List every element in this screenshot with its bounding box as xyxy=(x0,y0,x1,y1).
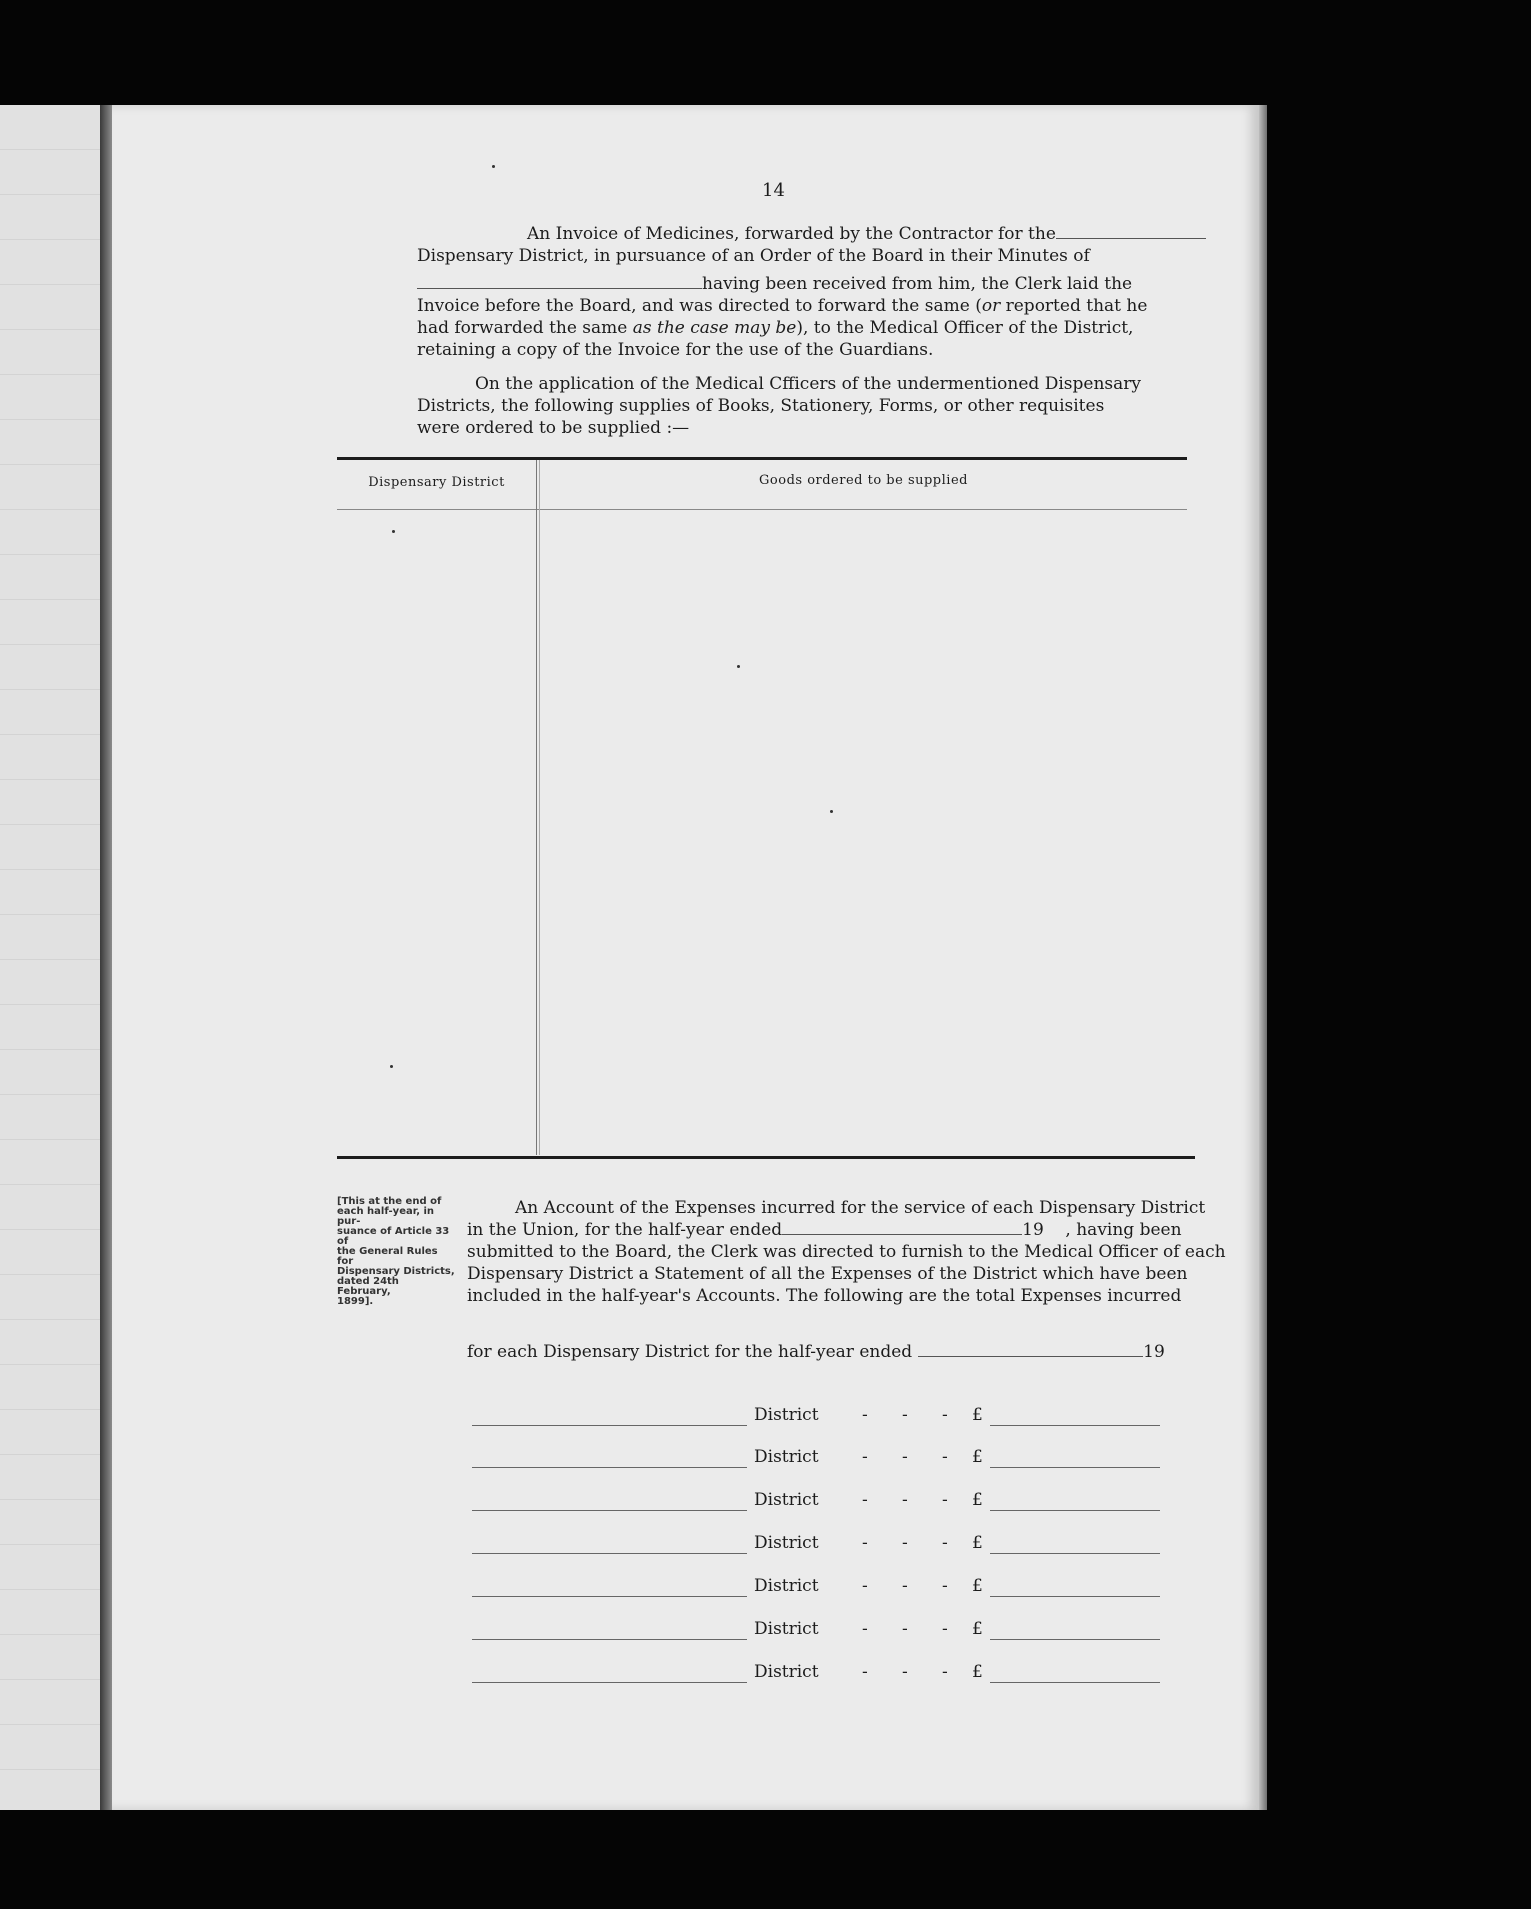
district-label: District xyxy=(754,1405,819,1425)
pound-sign: £ xyxy=(972,1619,983,1639)
dash: - xyxy=(862,1533,868,1553)
para1-line3: having been received from him, the Clerk laid the xyxy=(702,274,1133,294)
district-label: District xyxy=(754,1619,819,1639)
minutes-date-blank xyxy=(417,287,702,289)
district-name-blank xyxy=(472,1510,747,1511)
dash: - xyxy=(942,1576,948,1596)
amount-blank xyxy=(990,1682,1160,1683)
para3-line2b: 19 xyxy=(1022,1220,1044,1240)
margin-note-line: Dispensary Districts, xyxy=(337,1266,455,1277)
pound-sign: £ xyxy=(972,1405,983,1425)
page-number: 14 xyxy=(762,180,785,201)
para3-line3: submitted to the Board, the Clerk was directed to furnish to the Medical Officer of each xyxy=(467,1242,1226,1262)
paper-speck xyxy=(390,1065,393,1068)
para3-last-line xyxy=(467,1342,1165,1362)
pound-sign: £ xyxy=(972,1662,983,1682)
district-name-blank xyxy=(472,1682,747,1683)
dash: - xyxy=(942,1662,948,1682)
dash: - xyxy=(862,1576,868,1596)
table-bottom-rule xyxy=(337,1156,1195,1159)
dash: - xyxy=(862,1619,868,1639)
amount-blank xyxy=(990,1639,1160,1640)
dash: - xyxy=(902,1662,908,1682)
margin-note-line: each half-year, in pur- xyxy=(337,1206,435,1227)
para1-line5-italic: as the case may be xyxy=(632,318,797,338)
para3-line6b: 19 xyxy=(1143,1342,1165,1362)
para3-line2a: in the Union, for the half-year ended xyxy=(467,1220,783,1240)
margin-note-line: the General Rules for xyxy=(337,1246,438,1267)
half-year-blank-2 xyxy=(918,1355,1143,1357)
para3-line4: Dispensary District a Statement of all the Expenses of the District which have been xyxy=(467,1264,1188,1284)
dash: - xyxy=(902,1447,908,1467)
para2-line3: were ordered to be supplied :— xyxy=(417,418,690,438)
para1-line4a: Invoice before the Board, and was directed to forward the same ( xyxy=(417,296,982,316)
para1-line1: An Invoice of Medicines, forwarded by the Contractor for the xyxy=(527,224,1056,244)
margin-note-line: 1899]. xyxy=(337,1296,374,1307)
pound-sign: £ xyxy=(972,1447,983,1467)
dash: - xyxy=(902,1576,908,1596)
para3-line6a: for each Dispensary District for the half-year ended xyxy=(467,1342,913,1362)
para1-line5a: had forwarded the same xyxy=(417,318,633,338)
pound-sign: £ xyxy=(972,1576,983,1596)
margin-note-line: suance of Article 33 of xyxy=(337,1226,450,1247)
table-top-rule xyxy=(337,457,1187,460)
district-label: District xyxy=(754,1533,819,1553)
dash: - xyxy=(862,1490,868,1510)
dash: - xyxy=(942,1619,948,1639)
half-year-blank xyxy=(782,1233,1022,1235)
district-name-blank xyxy=(472,1596,747,1597)
dash: - xyxy=(942,1447,948,1467)
district-label: District xyxy=(754,1662,819,1682)
margin-note-line: [This at the end of xyxy=(337,1196,442,1207)
district-row xyxy=(472,1576,1202,1606)
margin-note-line: dated 24th February, xyxy=(337,1276,399,1297)
para3-line2c: , having been xyxy=(1065,1220,1182,1240)
para2-line2: Districts, the following supplies of Books, Stationery, Forms, or other requisites xyxy=(417,396,1105,416)
dash: - xyxy=(902,1619,908,1639)
para3-line5: included in the half-year's Accounts. The following are the total Expenses incurred xyxy=(467,1286,1182,1306)
district-label: District xyxy=(754,1490,819,1510)
district-row xyxy=(472,1662,1202,1692)
column-header-district: Dispensary District xyxy=(368,475,505,490)
dash: - xyxy=(902,1405,908,1425)
table-column-divider-inner xyxy=(539,460,540,1155)
dash: - xyxy=(942,1490,948,1510)
district-name-blank xyxy=(472,1553,747,1554)
para3-line1: An Account of the Expenses incurred for the service of each Dispensary District xyxy=(515,1198,1206,1218)
column-header-goods: Goods ordered to be supplied xyxy=(759,473,968,488)
district-row xyxy=(472,1447,1202,1477)
district-row xyxy=(472,1405,1202,1435)
dash: - xyxy=(862,1405,868,1425)
facing-page xyxy=(0,105,100,1810)
amount-blank xyxy=(990,1510,1160,1511)
paper-speck xyxy=(830,810,833,813)
supplies-paragraph xyxy=(417,373,1247,439)
district-name-blank xyxy=(472,1425,747,1426)
amount-blank xyxy=(990,1553,1160,1554)
district-row xyxy=(472,1533,1202,1563)
page-edge xyxy=(1259,105,1267,1810)
dash: - xyxy=(902,1533,908,1553)
para2-line1: On the application of the Medical Cfficers of the undermentioned Dispensary xyxy=(475,374,1141,394)
district-label: District xyxy=(754,1576,819,1596)
district-row xyxy=(472,1619,1202,1649)
table-column-divider xyxy=(536,460,537,1155)
amount-blank xyxy=(990,1596,1160,1597)
contractor-blank xyxy=(1056,237,1206,239)
amount-blank xyxy=(990,1467,1160,1468)
margin-note xyxy=(337,1197,455,1307)
invoice-paragraph xyxy=(417,223,1247,361)
para1-line2: Dispensary District, in pursuance of an Order of the Board in their Minutes of xyxy=(417,246,1090,266)
para1-line4-or: or xyxy=(981,296,1001,316)
district-name-blank xyxy=(472,1467,747,1468)
pound-sign: £ xyxy=(972,1490,983,1510)
paper-speck xyxy=(737,665,740,668)
pound-sign: £ xyxy=(972,1533,983,1553)
para1-line5b: ), to the Medical Officer of the District, xyxy=(796,318,1134,338)
para1-line4b: reported that he xyxy=(1000,296,1148,316)
dash: - xyxy=(942,1405,948,1425)
district-row xyxy=(472,1490,1202,1520)
dash: - xyxy=(862,1447,868,1467)
expenses-paragraph xyxy=(467,1197,1297,1307)
dash: - xyxy=(902,1490,908,1510)
dash: - xyxy=(942,1533,948,1553)
paper-speck xyxy=(392,530,395,533)
table-header-rule xyxy=(337,509,1187,510)
para1-line6: retaining a copy of the Invoice for the use of the Guardians. xyxy=(417,340,934,360)
district-label: District xyxy=(754,1447,819,1467)
paper-speck xyxy=(492,165,495,168)
book-gutter xyxy=(100,105,112,1810)
district-name-blank xyxy=(472,1639,747,1640)
amount-blank xyxy=(990,1425,1160,1426)
document-page xyxy=(112,105,1259,1810)
dash: - xyxy=(862,1662,868,1682)
